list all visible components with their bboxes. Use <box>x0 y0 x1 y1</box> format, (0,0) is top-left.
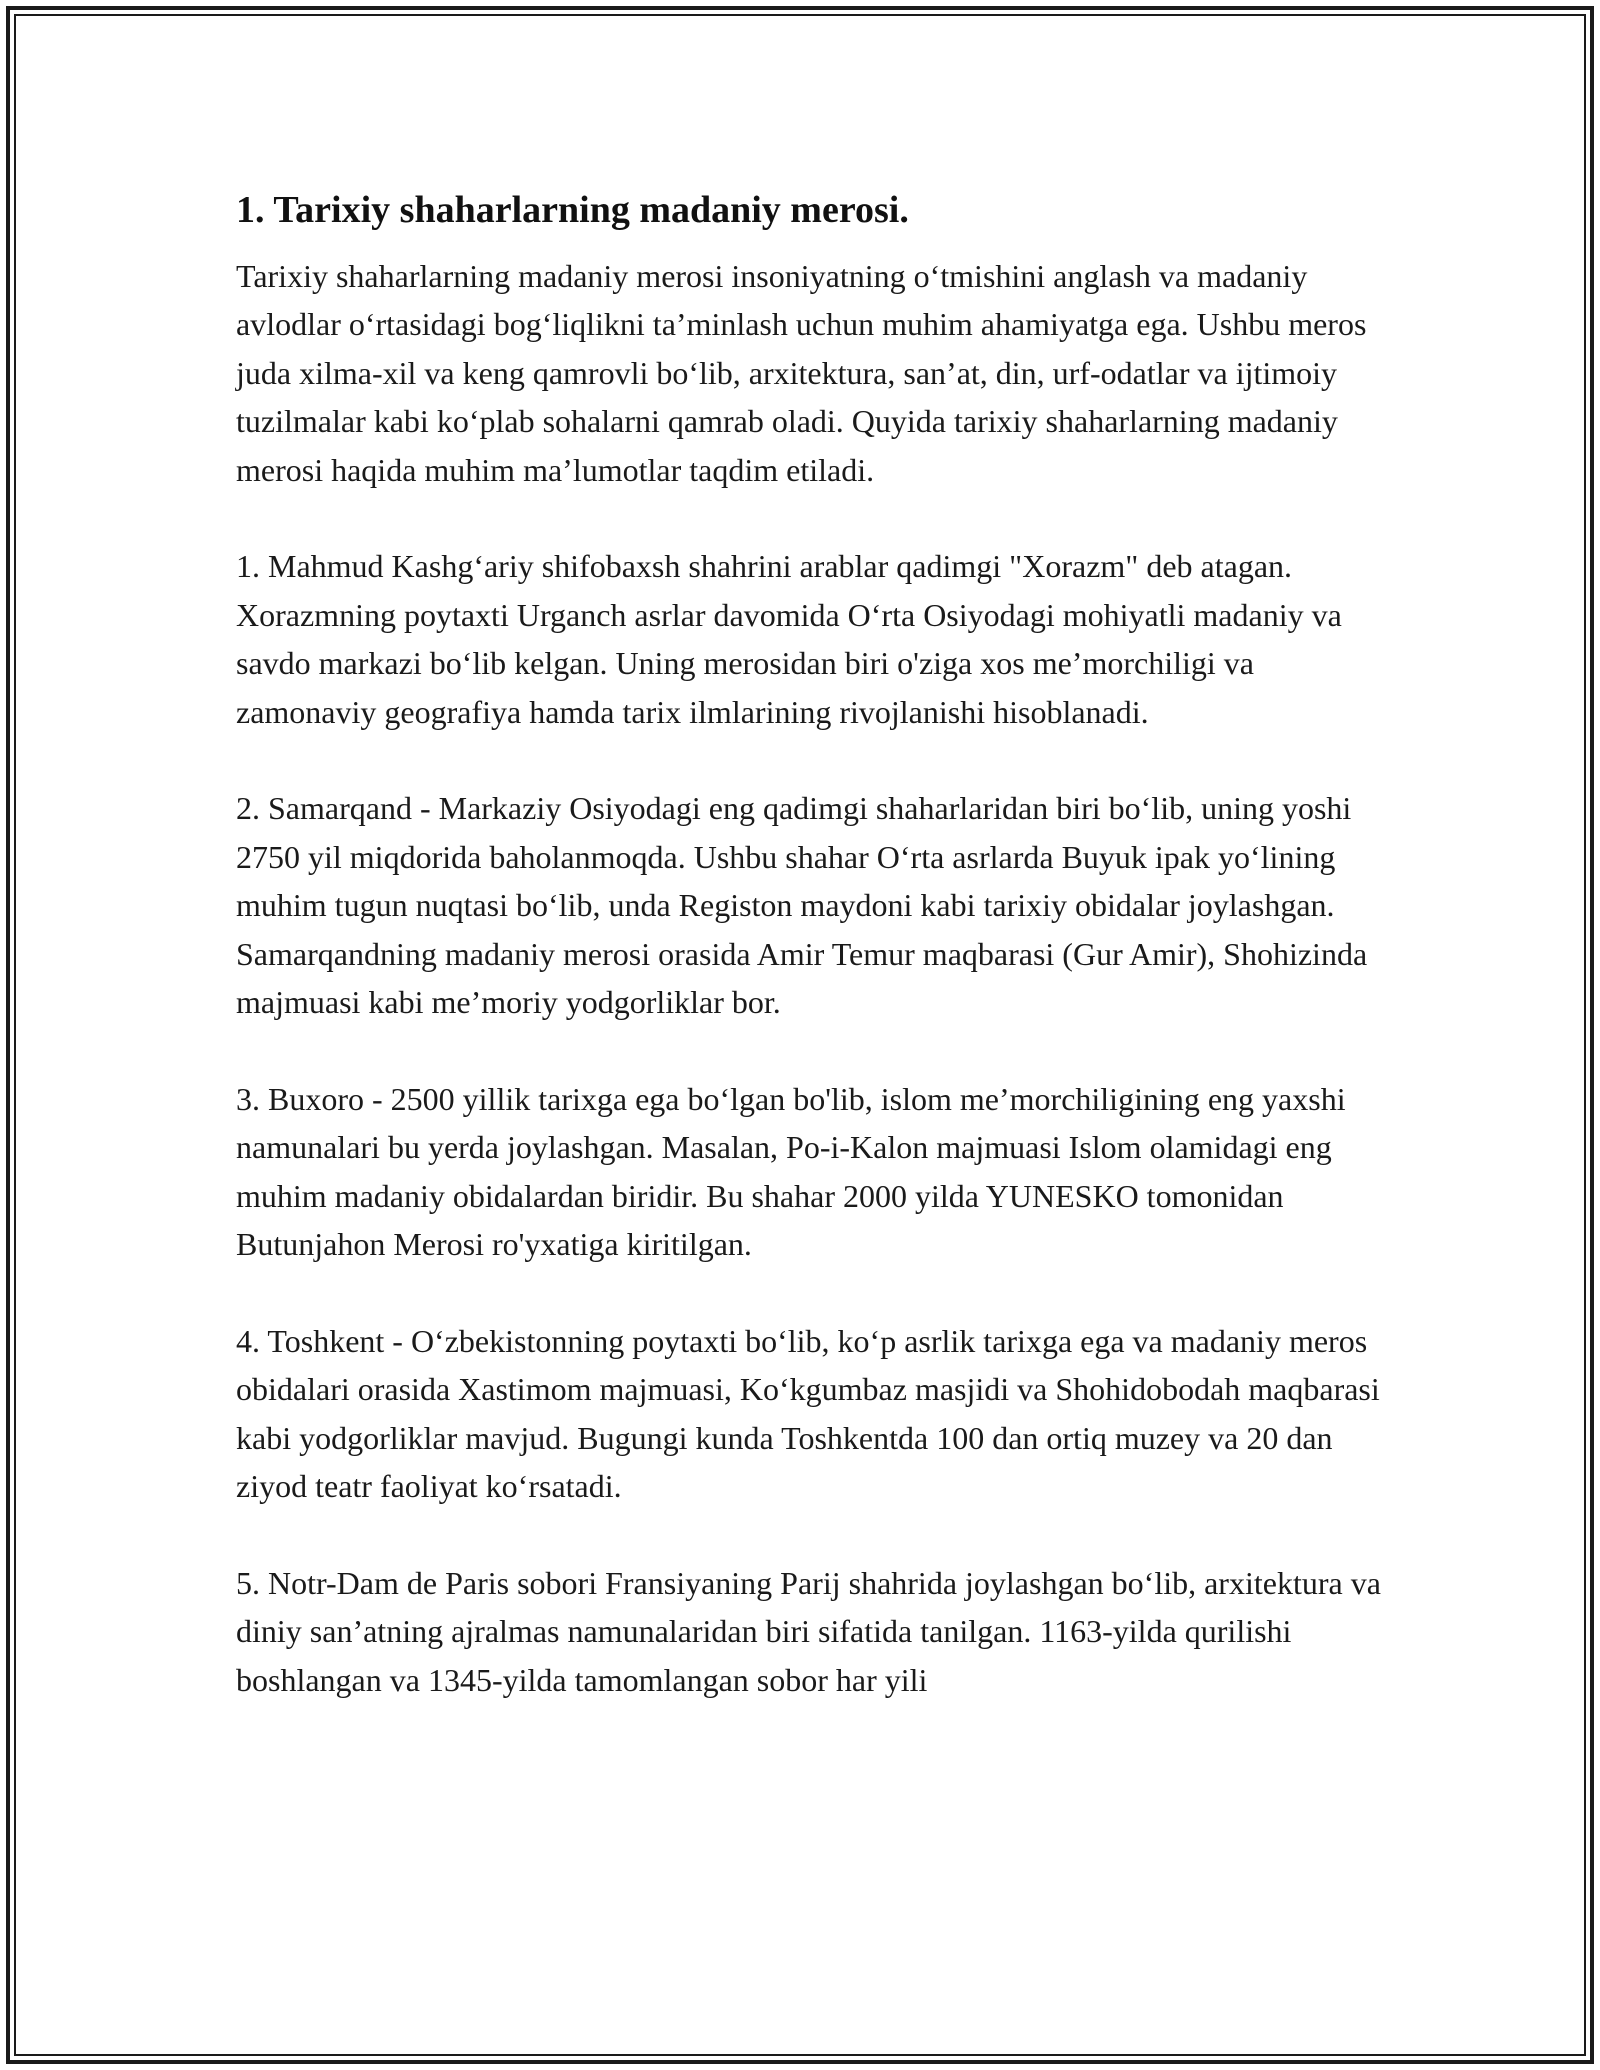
paragraph-item-4: 4. Toshkent - O‘zbekistonning poytaxti bo‘lib, ko‘p asrlik tarixga ega va madaniy meros obidalari orasida Xastimom majmuasi, Ko‘kgumbaz masjidi va Shohidobodah maqbarasi kabi yodgorliklar mavjud. Bugungi kunda Toshkentda 100 dan ortiq muzey va 20 dan ziyod teatr faoliyat ko‘rsatadi. <box>236 1322 1380 1505</box>
section-heading: 1. Tarixiy shaharlarning madaniy merosi. <box>236 189 909 231</box>
paragraph-item-1: 1. Mahmud Kashg‘ariy shifobaxsh shahrini arablar qadimgi "Xorazm" deb atagan. Xorazmning poytaxti Urganch asrlar davomida O‘rta Osiyodagi mohiyatli madaniy va savdo markazi bo‘lib kelgan. Uning merosidan biri o'ziga xos me’morchiligi va zamonaviy geografiya hamda tarix ilmlarining rivojlanishi hisoblanadi. <box>236 548 1342 730</box>
paragraph-item-3: 3. Buxoro - 2500 yillik tarixga ega bo‘lgan bo'lib, islom me’morchiligining eng yaxshi namunalari bu yerda joylashgan. Masalan, Po-i-Kalon majmuasi Islom olamidagi eng muhim madaniy obidalardan biridir. Bu shahar 2000 yilda YUNESKO tomonidan Butunjahon Merosi ro'yxatiga kiritilgan. <box>236 1080 1346 1263</box>
paragraph-intro: Tarixiy shaharlarning madaniy merosi insoniyatning o‘tmishini anglash va madaniy avlodlar o‘rtasidagi bog‘liqlikni ta’minlash uchun muhim ahamiyatga ega. Ushbu meros juda xilma-xil va keng qamrovli bo‘lib, arxitektura, san’at, din, urf-odatlar va ijtimoiy tuzilmalar kabi ko‘plab sohalarni qamrab oladi. Quyida tarixiy shaharlarning madaniy merosi haqida muhim ma’lumotlar taqdim etiladi. <box>236 258 1367 488</box>
paragraph-item-5: 5. Notr-Dam de Paris sobori Fransiyaning Parij shahrida joylashgan bo‘lib, arxitektura va diniy san’atning ajralmas namunalaridan biri sifatida tanilgan. 1163-yilda qurilishi boshlangan va 1345-yilda tamomlangan sobor har yili <box>236 1564 1381 1698</box>
paragraph-item-2: 2. Samarqand - Markaziy Osiyodagi eng qadimgi shaharlaridan biri bo‘lib, uning yoshi 2750 yil miqdorida baholanmoqda. Ushbu shahar O‘rta asrlarda Buyuk ipak yo‘lining muhim tugun nuqtasi bo‘lib, unda Registon maydoni kabi tarixiy obidalar joylashgan. Samarqandning madaniy merosi orasida Amir Temur maqbarasi (Gur Amir), Shohizinda majmuasi kabi me’moriy yodgorliklar bor. <box>236 790 1368 1021</box>
document-body <box>236 186 1386 1704</box>
